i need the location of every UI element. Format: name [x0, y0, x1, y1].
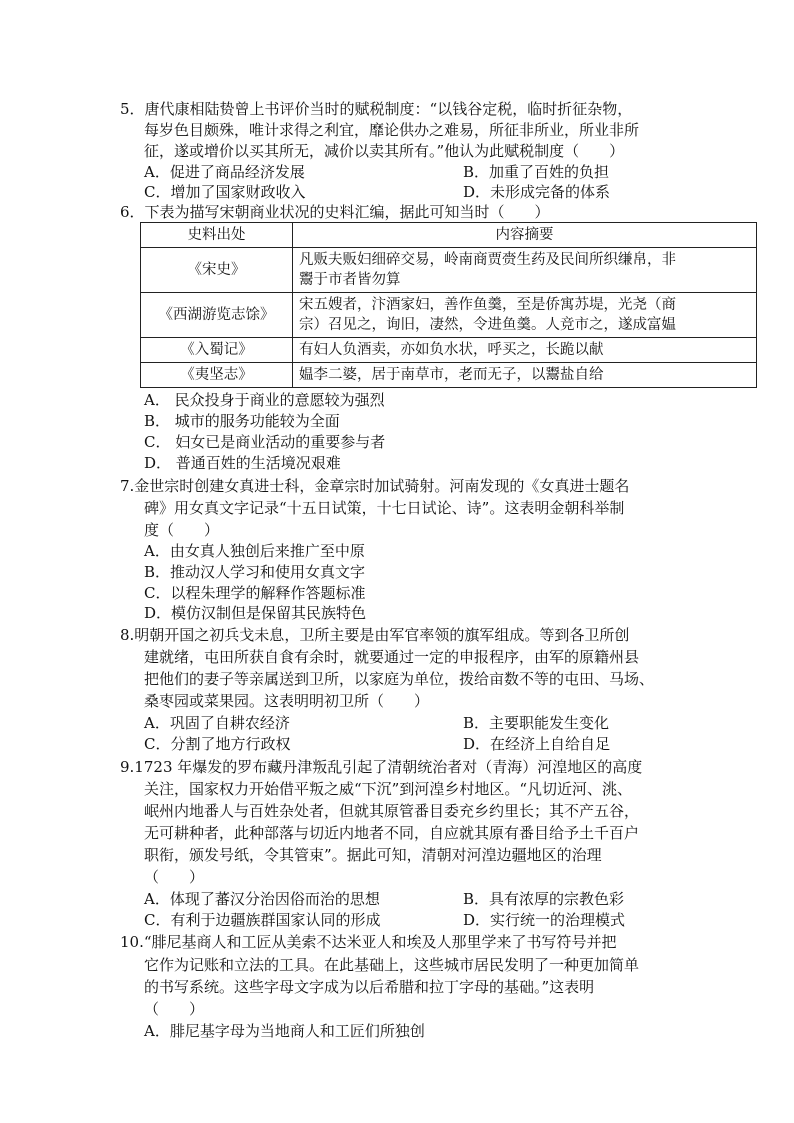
table-cell-source: 《西湖游览志馀》: [141, 293, 293, 338]
q8-stem-line-3: 把他们的妻子等亲属送到卫所，以家庭为单位，拨给亩数不等的屯田、马场、: [144, 670, 655, 688]
q7-option-c[interactable]: C．以程朱理学的解释作答题标准: [144, 584, 366, 602]
q9-stem-line-6: （ ）: [144, 868, 205, 886]
q8-option-c[interactable]: C．分割了地方行政权: [144, 735, 291, 753]
q8-stem-line-1: 8.明朝开国之初兵戈未息，卫所主要是由军官率领的旗军组成。等到各卫所创: [120, 626, 630, 644]
q8-stem-line-2: 建就绪，屯田所获自食有余时，就要通过一定的申报程序，由军的原籍州县: [144, 648, 640, 666]
table-cell-source: 《夷坚志》: [141, 363, 293, 388]
table-header-content: 内容摘要: [293, 223, 757, 248]
q8-option-b[interactable]: B．主要职能发生变化: [463, 714, 610, 732]
q10-stem-line-3: 的书写系统。这些字母文字成为以后希腊和拉丁字母的基础。”这表明: [144, 978, 595, 996]
q10-option-a[interactable]: A．腓尼基字母为当地商人和工匠们所独创: [144, 1022, 425, 1040]
q5-option-c[interactable]: C．增加了国家财政收入: [144, 183, 306, 201]
table-cell-content: 媪李二婆，居于南草市，老而无子，以鬻盐自给: [293, 363, 757, 388]
q8-stem-line-4: 桑枣园或菜果园。这表明明初卫所（ ）: [144, 692, 430, 710]
q5-stem-line-2: 每岁色目颇殊，唯计求得之利宜，靡论供办之难易，所征非所业，所业非所: [144, 121, 640, 139]
q5-option-a[interactable]: A．促进了商品经济发展: [144, 163, 305, 181]
table-cell-content: [293, 248, 757, 293]
q8-option-d[interactable]: D．在经济上自给自足: [463, 735, 611, 753]
q6-stem: 6．下表为描写宋朝商业状况的史料汇编，据此可知当时（ ）: [120, 203, 550, 221]
q6-option-c[interactable]: C． 妇女已是商业活动的重要参与者: [144, 433, 386, 451]
q10-stem-line-2: 它作为记账和立法的工具。在此基础上，这些城市居民发明了一种更加简单: [144, 956, 640, 974]
q9-stem-line-1: 9.1723 年爆发的罗布藏丹津叛乱引起了清朝统治者对（青海）河湟地区的高度: [120, 758, 643, 776]
q9-option-d[interactable]: D．实行统一的治理模式: [463, 911, 626, 929]
q5-stem-line-3: 征，遂或增价以买其所无，减价以卖其所有。”他认为此赋税制度（ ）: [144, 142, 625, 160]
table-cell-content: 有妇人负酒卖，亦如负水状，呼买之，长跪以献: [293, 338, 757, 363]
table-row: [141, 293, 757, 338]
q10-stem-line-1: 10.“腓尼基商人和工匠从美索不达米亚人和埃及人那里学来了书写符号并把: [120, 933, 617, 951]
q5-option-b[interactable]: B．加重了百姓的负担: [463, 163, 610, 181]
q7-option-d[interactable]: D．模仿汉制但是保留其民族特色: [144, 604, 367, 622]
q7-stem-line-3: 度（ ）: [144, 521, 220, 539]
q5-stem-line-1: 5．唐代康相陆贽曾上书评价当时的赋税制度：“以钱谷定税，临时折征杂物，: [120, 100, 633, 118]
q7-option-a[interactable]: A．由女真人独创后来推广至中原: [144, 542, 365, 560]
q7-stem-line-1: 7.金世宗时创建女真进士科，金章宗时加试骑射。河南发现的《女真进士题名: [120, 477, 630, 495]
table-cell-source: 《宋史》: [141, 248, 293, 293]
content-line: 凡贩夫贩妇细碎交易，岭南商贾赍生药及民间所织缣帛，非: [299, 252, 676, 268]
q9-stem-line-2: 关注，国家权力开始借平叛之威“下沉”到河湟乡村地区。“凡切近河、洮、: [144, 780, 633, 798]
q9-option-c[interactable]: C．有利于边疆族群国家认同的形成: [144, 911, 381, 929]
q9-option-a[interactable]: A．体现了蕃汉分治因俗而治的思想: [144, 890, 380, 908]
table-header-source: 史料出处: [141, 223, 293, 248]
content-line: 宋五嫂者，汴酒家妇，善作鱼羹，至是侨寓苏堤，光尧（商: [299, 297, 676, 313]
q9-stem-line-5: 职衔，颁发号纸，令其管束”。据此可知，清朝对河湟边疆地区的治理: [144, 846, 602, 864]
table-cell-content: [293, 293, 757, 338]
q6-option-a[interactable]: A． 民众投身于商业的意愿较为强烈: [144, 391, 385, 409]
q8-option-a[interactable]: A．巩固了自耕农经济: [144, 714, 290, 732]
table-row: [141, 338, 757, 363]
q6-option-d[interactable]: D． 普通百姓的生活境况艰难: [144, 454, 341, 472]
source-table: [140, 222, 757, 388]
table-row: [141, 363, 757, 388]
q9-stem-line-4: 无可耕种者，此种部落与切近内地者不同，自应就其原有番目给予土千百户: [144, 824, 640, 842]
content-line: 鬻于市者皆勿算: [299, 272, 401, 288]
content-line: 宗）召见之，询旧，凄然，令进鱼羹。人竞市之，遂成富媪: [299, 317, 676, 333]
q5-option-d[interactable]: D．未形成完备的体系: [463, 183, 611, 201]
q9-option-b[interactable]: B．具有浓厚的宗教色彩: [463, 890, 625, 908]
q10-stem-line-4: （ ）: [144, 1000, 205, 1018]
table-header-row: [141, 223, 757, 248]
table-cell-source: 《入蜀记》: [141, 338, 293, 363]
q7-stem-line-2: 碑》用女真文字记录“十五日试策，十七日试论、诗”。这表明金朝科举制: [144, 499, 625, 517]
q7-option-b[interactable]: B．推动汉人学习和使用女真文字: [144, 563, 366, 581]
q6-option-b[interactable]: B． 城市的服务功能较为全面: [144, 412, 340, 430]
table-row: [141, 248, 757, 293]
q9-stem-line-3: 岷州内地番人与百姓杂处者，但就其原管番目委充乡约里长；其不产五谷，: [144, 802, 640, 820]
